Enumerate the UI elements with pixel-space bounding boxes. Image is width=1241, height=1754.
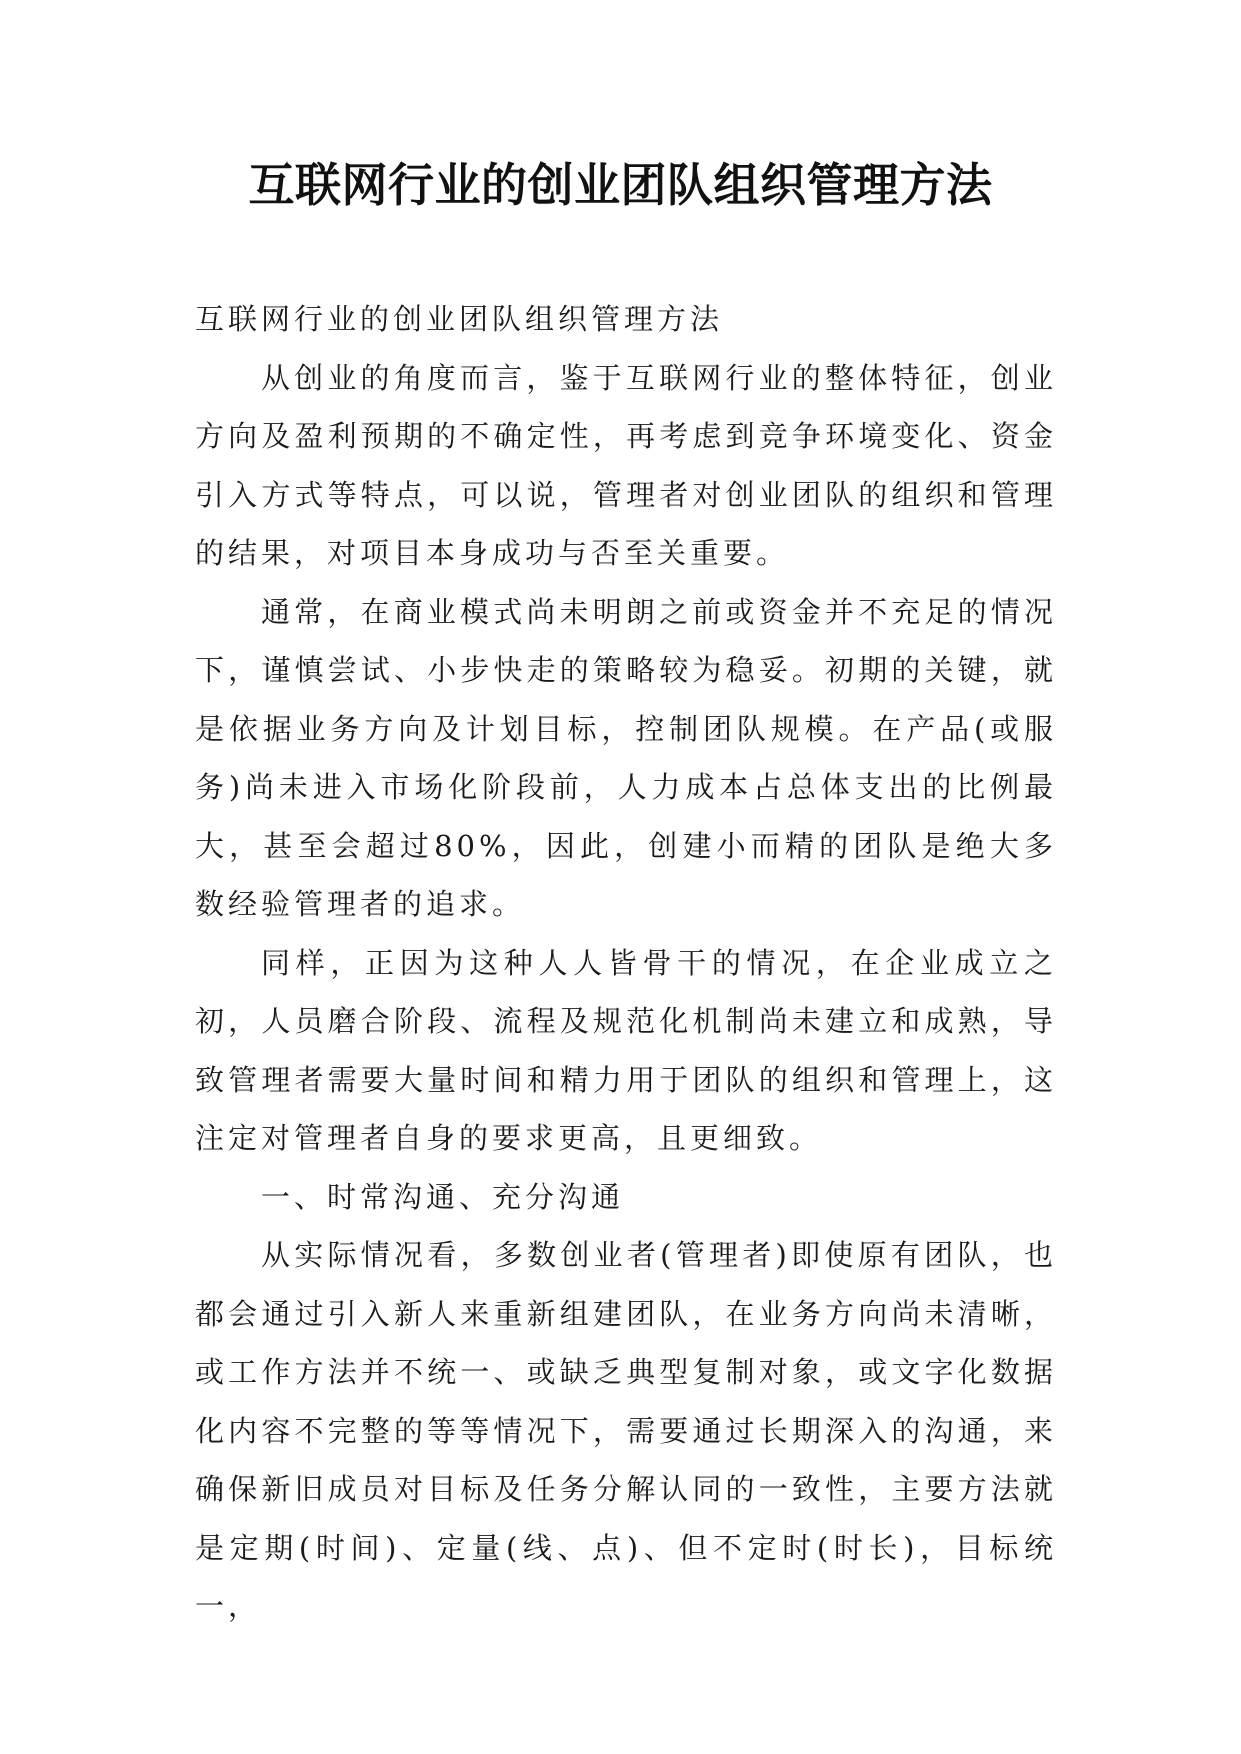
paragraph-0: 互联网行业的创业团队组织管理方法	[195, 302, 724, 336]
paragraph-2: 通常，在商业模式尚未明朗之前或资金并不充足的情况下，谨慎尝试、小步快走的策略较为稳妥。初期的关键，就是依据业务方向及计划目标，控制团队规模。在产品(或服务)尚未进入市场化阶段前，人力成本占总体支出的比例最大，甚至会超过80%，因此，创建小而精的团队是绝大多数经验管理者的追求。	[195, 594, 1057, 921]
paragraph-1: 从创业的角度而言，鉴于互联网行业的整体特征，创业方向及盈利预期的不确定性，再考虑到竞争环境变化、资金引入方式等特点，可以说，管理者对创业团队的组织和管理的结果，对项目本身成功与否至关重要。	[195, 360, 1057, 570]
document-title: 互联网行业的创业团队组织管理方法	[248, 158, 993, 212]
paragraph-5: 从实际情况看，多数创业者(管理者)即使原有团队，也都会通过引入新人来重新组建团队，在业务方向尚未清晰，或工作方法并不统一、或缺乏典型复制对象，或文字化数据化内容不完整的等等情况下，需要通过长期深入的沟通，来确保新旧成员对目标及任务分解认同的一致性，主要方法就是定期(时间)、定量(线、点)、但不定时(时长)，目标统一，	[195, 1238, 1057, 1623]
section-heading-1: 一、时常沟通、充分沟通	[261, 1179, 625, 1214]
document-body	[195, 290, 1057, 1636]
paragraph-3: 同样，正因为这种人人皆骨干的情况，在企业成立之初，人员磨合阶段、流程及规范化机制尚未建立和成熟，导致管理者需要大量时间和精力用于团队的组织和管理上，这注定对管理者自身的要求更高，且更细致。	[195, 945, 1057, 1155]
